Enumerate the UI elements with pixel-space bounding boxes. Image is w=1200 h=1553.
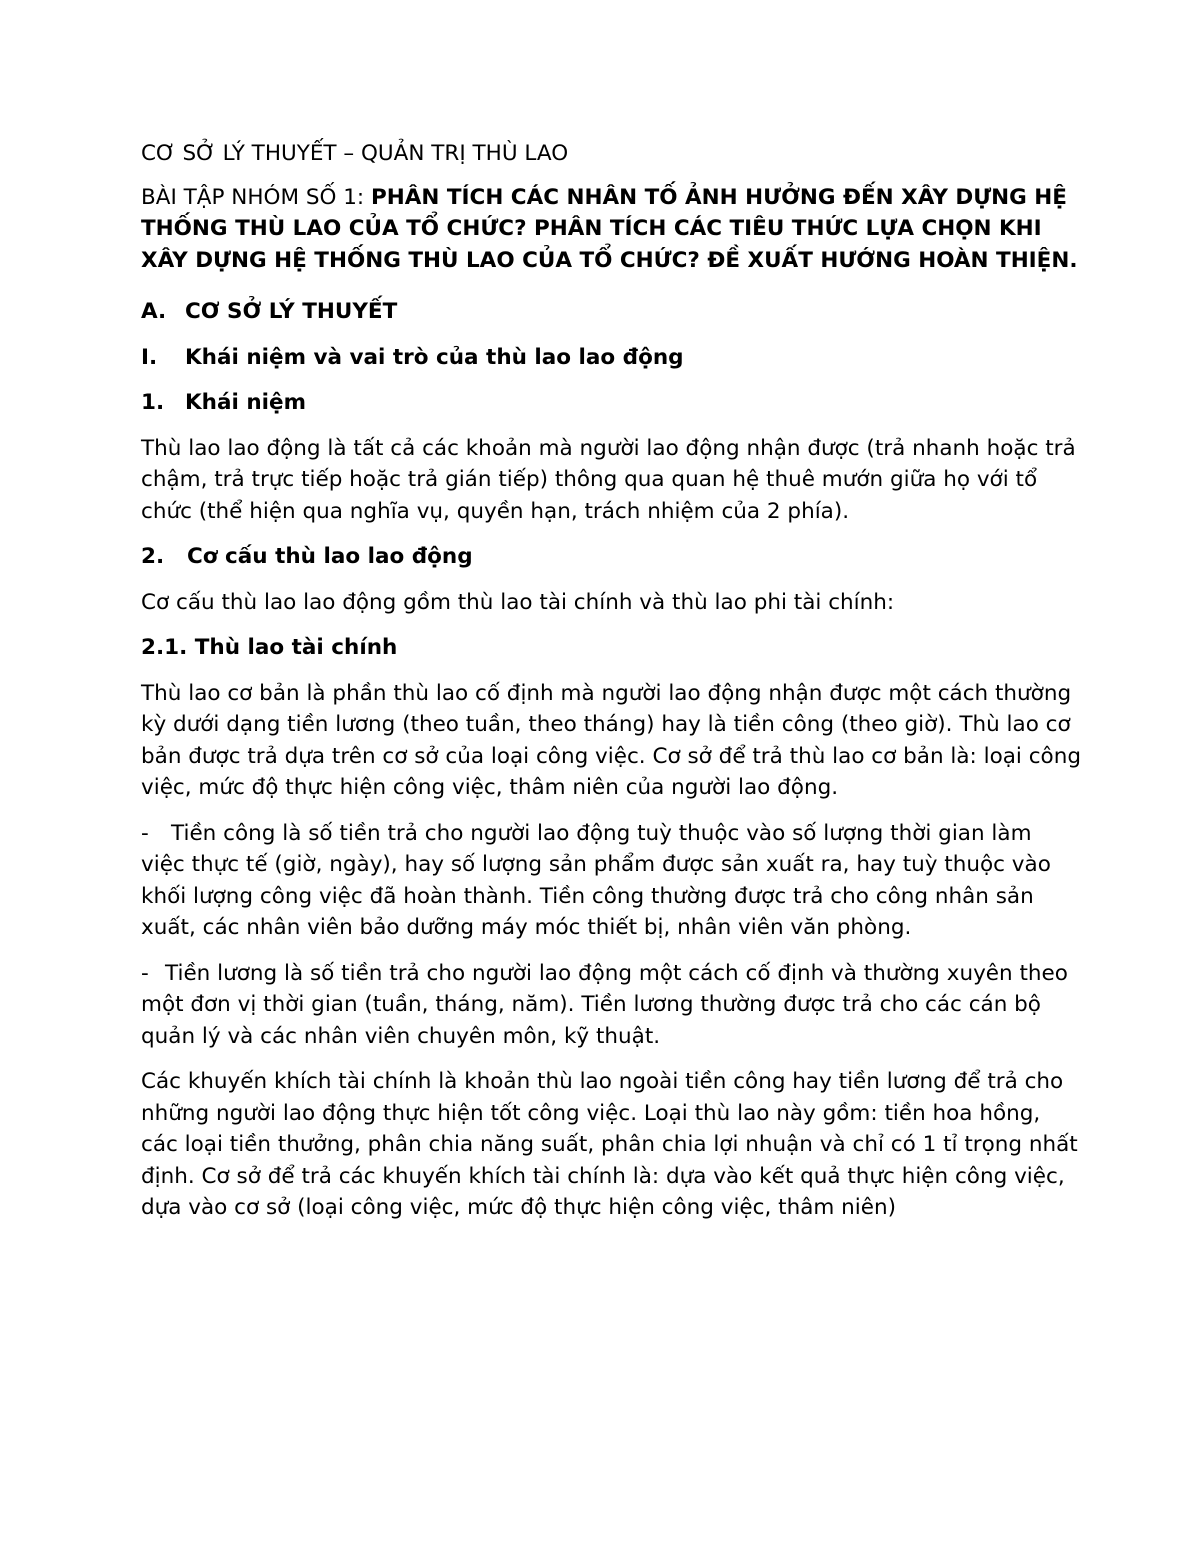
heading-section-i <box>141 342 1081 374</box>
heading-text: Cơ cấu thù lao lao động <box>187 544 473 569</box>
assignment-topic: PHÂN TÍCH CÁC NHÂN TỐ ẢNH HƯỞNG ĐẾN XÂY DỰNG HỆ THỐNG THÙ LAO CỦA TỔ CHỨC? PHÂN TÍCH CÁC TIÊU THỨC LỰA CHỌN KHI XÂY DỰNG HỆ THỐNG THÙ LAO CỦA TỔ CHỨC? ĐỀ XUẤT HƯỚNG HOÀN THIỆN. <box>141 184 1078 273</box>
assignment-title <box>141 182 1081 277</box>
heading-number: I. <box>141 344 158 370</box>
paragraph-structure: Cơ cấu thù lao lao động gồm thù lao tài chính và thù lao phi tài chính: <box>141 589 895 615</box>
bullet-dash: - <box>141 820 149 846</box>
heading-text: Khái niệm <box>185 390 306 415</box>
bullet-text: Tiền công là số tiền trả cho người lao động tuỳ thuộc vào số lượng thời gian làm việc thực tế (giờ, ngày), hay số lượng sản phẩm được sản xuất ra, hay tuỳ thuộc vào khối lượng công việc đã hoàn thành. Tiền công thường được trả cho công nhân sản xuất, các nhân viên bảo dưỡng máy móc thiết bị, nhân viên văn phòng. <box>141 820 1051 940</box>
heading-number: 2. <box>141 544 165 569</box>
bullet-dash: - <box>141 960 149 986</box>
heading-text: CƠ SỞ LÝ THUYẾT <box>185 299 398 324</box>
bullet-item <box>141 958 1081 1053</box>
document-page <box>141 138 1081 1238</box>
document-title: CƠ SỞ LÝ THUYẾT – QUẢN TRỊ THÙ LAO <box>141 141 569 166</box>
heading-section-2-1: 2.1. Thù lao tài chính <box>141 635 398 660</box>
paragraph-definition: Thù lao lao động là tất cả các khoản mà người lao động nhận được (trả nhanh hoặc trả chậm, trả trực tiếp hoặc trả gián tiếp) thông qua quan hệ thuê mướn giữa họ với tổ chức (thể hiện qua nghĩa vụ, quyền hạn, trách nhiệm của 2 phía). <box>141 435 1076 524</box>
heading-number: 1. <box>141 390 165 415</box>
assignment-prefix: BÀI TẬP NHÓM SỐ 1: <box>141 184 371 210</box>
heading-section-2 <box>141 541 1081 573</box>
heading-section-1 <box>141 387 1081 419</box>
bullet-item <box>141 818 1081 944</box>
paragraph-incentives: Các khuyến khích tài chính là khoản thù lao ngoài tiền công hay tiền lương để trả cho những người lao động thực hiện tốt công việc. Loại thù lao này gồm: tiền hoa hồng, các loại tiền thưởng, phân chia năng suất, phân chia lợi nhuận và chỉ có 1 tỉ trọng nhất định. Cơ sở để trả các khuyến khích tài chính là: dựa vào kết quả thực hiện công việc, dựa vào cơ sở (loại công việc, mức độ thực hiện công việc, thâm niên) <box>141 1069 1078 1220</box>
heading-text: Khái niệm và vai trò của thù lao lao động <box>185 344 684 370</box>
paragraph-basic-pay: Thù lao cơ bản là phần thù lao cố định mà người lao động nhận được một cách thường kỳ dưới dạng tiền lương (theo tuần, theo tháng) hay là tiền công (theo giờ). Thù lao cơ bản được trả dựa trên cơ sở của loại công việc. Cơ sở để trả thù lao cơ bản là: loại công việc, mức độ thực hiện công việc, thâm niên của người lao động. <box>141 680 1081 800</box>
heading-number: A. <box>141 299 167 324</box>
heading-section-a <box>141 296 1081 328</box>
bullet-text: Tiền lương là số tiền trả cho người lao động một cách cố định và thường xuyên theo một đơn vị thời gian (tuần, tháng, năm). Tiền lương thường được trả cho các cán bộ quản lý và các nhân viên chuyên môn, kỹ thuật. <box>141 960 1068 1049</box>
